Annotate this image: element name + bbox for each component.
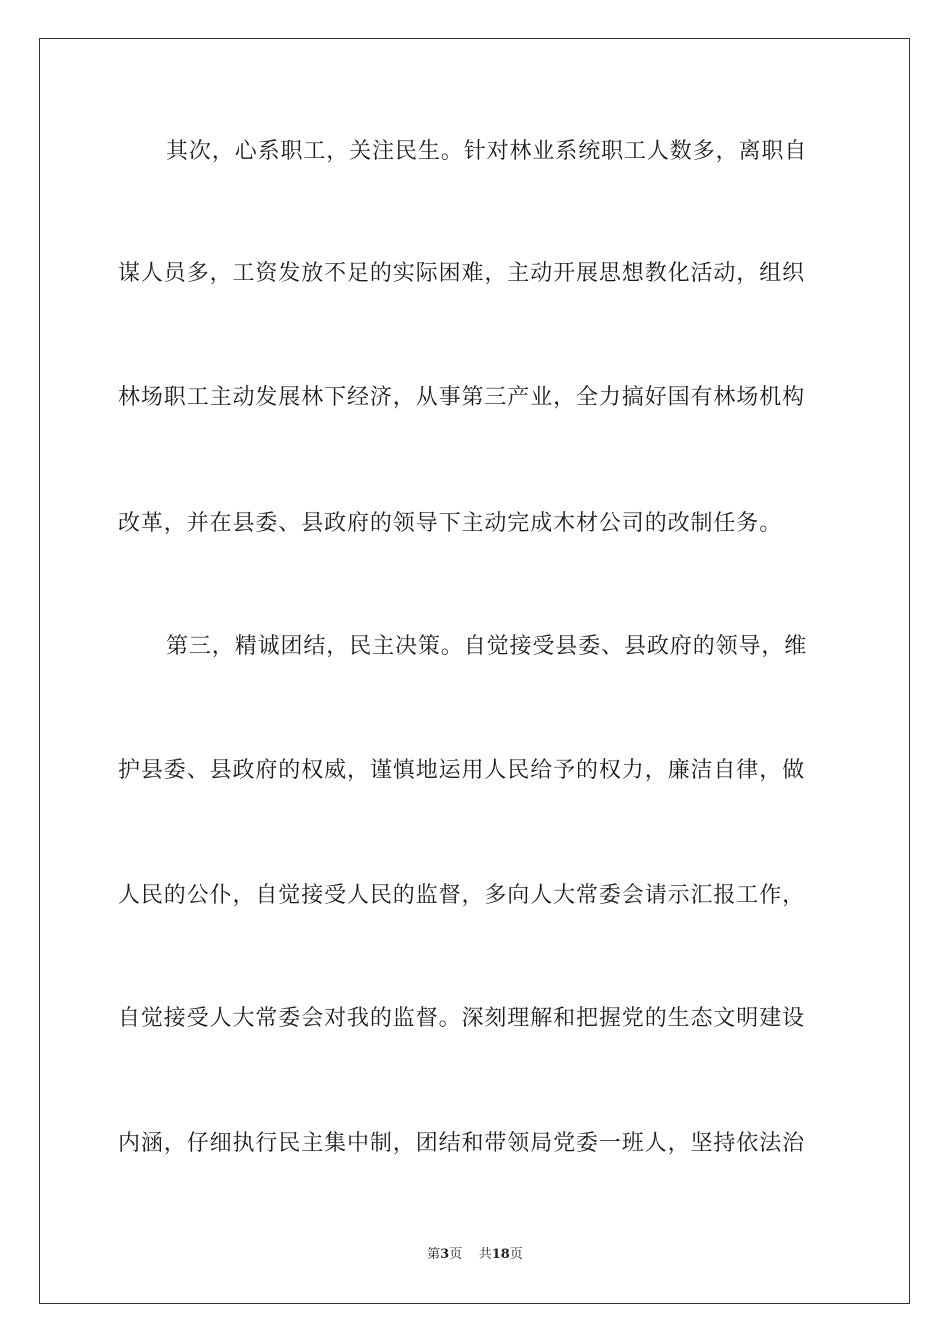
paragraph-line: 人民的公仆，自觉接受人民的监督，多向人大常委会请示汇报工作， [118, 883, 806, 908]
page-number: 3 [440, 1247, 450, 1262]
total-prefix: 共 [478, 1247, 492, 1262]
paragraph-line: 改革，并在县委、县政府的领导下主动完成木材公司的改制任务。 [118, 511, 783, 536]
paragraph-line: 内涵，仔细执行民主集中制，团结和带领局党委一班人，坚持依法治 [118, 1131, 806, 1156]
paragraph-line: 第三，精诚团结，民主决策。自觉接受县委、县政府的领导，维 [166, 634, 808, 659]
paragraph-line: 其次，心系职工，关注民生。针对林业系统职工人数多，离职自 [166, 139, 808, 164]
page-footer [0, 1246, 950, 1264]
page-prefix: 第 [427, 1247, 441, 1262]
total-suffix: 页 [509, 1247, 523, 1262]
total-pages: 18 [491, 1247, 510, 1262]
paragraph-line: 护县委、县政府的权威，谨慎地运用人民给予的权力，廉洁自律，做 [118, 758, 806, 783]
page-border [39, 38, 910, 1304]
paragraph-line: 谋人员多，工资发放不足的实际困难，主动开展思想教化活动，组织 [118, 261, 806, 286]
paragraph-line: 自觉接受人大常委会对我的监督。深刻理解和把握党的生态文明建设 [118, 1006, 806, 1031]
paragraph-line: 林场职工主动发展林下经济，从事第三产业，全力搞好国有林场机构 [118, 385, 806, 410]
page-suffix: 页 [449, 1247, 463, 1262]
